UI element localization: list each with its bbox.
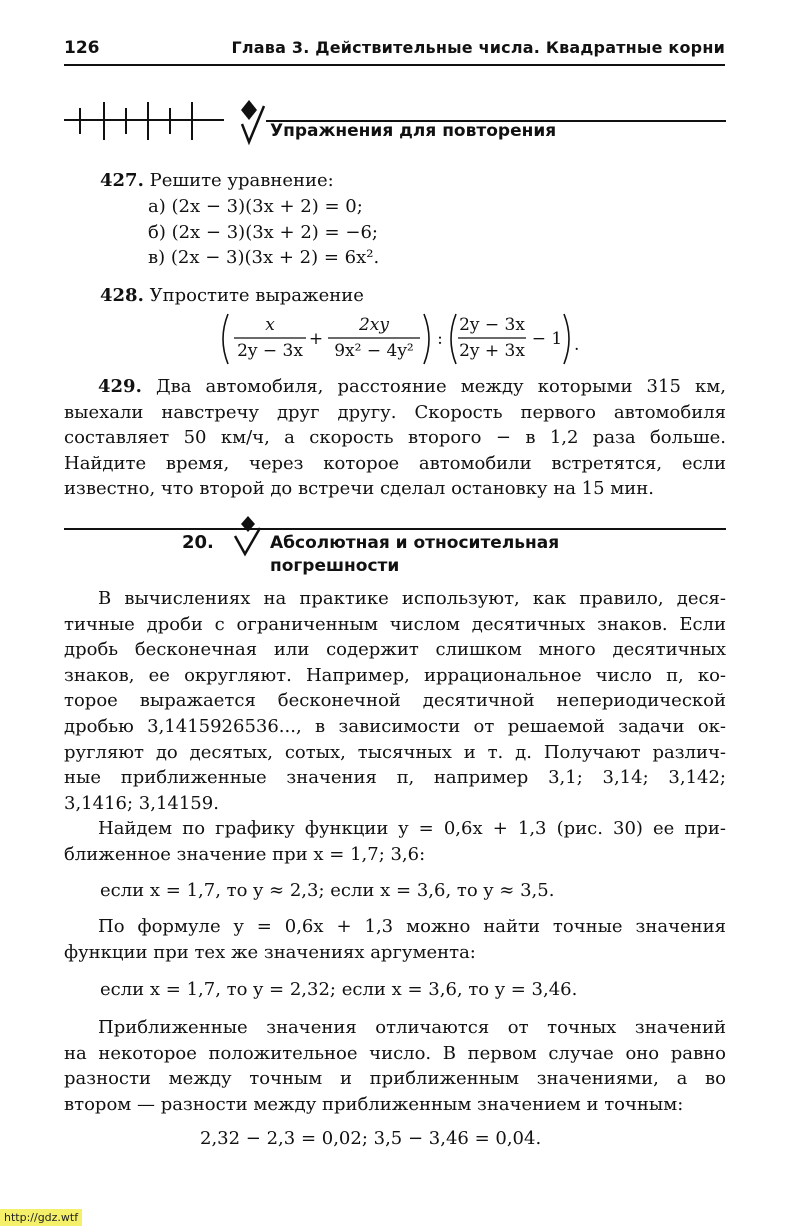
paragraph-line: знаков, ее округляют. Например, иррациональное число π, ко- [64, 664, 726, 686]
review-section-title: Упражнения для повторения [270, 121, 557, 141]
fraction-denominator: 9x² − 4y² [334, 341, 414, 361]
ruler-ticks-icon [64, 98, 234, 148]
fraction-denominator: 2y + 3x [459, 341, 525, 361]
paragraph-line: 3,1416; 3,14159. [64, 792, 219, 814]
paragraph-line: В вычислениях на практике используют, как правило, деся- [98, 588, 726, 609]
diamond-check-icon [232, 514, 264, 558]
paragraph-line: тичные дроби с ограниченным числом десятичных знаков. Если [64, 613, 726, 635]
paragraph-line: ные приближенные значения π, например 3,1; 3,14; 3,142; [64, 767, 726, 789]
exercise-number: 428. [100, 285, 144, 306]
paragraph-line: Приближенные значения отличаются от точных значений [98, 1017, 726, 1038]
formula-end: . [574, 335, 580, 355]
paragraph-line: известно, что второй до встречи сделал остановку на 15 мин. [64, 478, 655, 500]
paragraph-line: функции при тех же значениях аргумента: [64, 941, 476, 963]
paragraph-line: втором — разности между приближенным значением и точным: [64, 1093, 684, 1115]
exercise-number: 429. [98, 376, 142, 397]
fraction-numerator: 2xy [358, 315, 390, 335]
paragraph-line: разности между точным и приближенным значениями, а во [64, 1068, 726, 1090]
exercise-prompt: Упростите выражение [149, 285, 364, 306]
body-paragraph [64, 914, 726, 965]
exercise-prompt: Решите уравнение: [149, 170, 334, 191]
body-paragraph [64, 586, 726, 816]
paragraph-line: ругляют до десятых, сотых, тысячных и т. д. Получают различ- [64, 741, 726, 763]
paragraph-line: Найдем по графику функции y = 0,6x + 1,3 (рис. 30) ее при- [98, 818, 726, 839]
paragraph-line: на некоторое положительное число. В первом случае оно равно [64, 1042, 726, 1064]
division-colon: : [437, 329, 443, 349]
chapter-title: Глава 3. Действительные числа. Квадратные корни [231, 38, 725, 57]
diamond-check-icon [238, 98, 268, 146]
exercise-number: 427. [100, 170, 144, 191]
paragraph-line: Найдите время, через которое автомобили встретятся, если [64, 452, 726, 474]
exercise-427 [100, 168, 334, 194]
fraction-formula [218, 310, 588, 368]
exercise-429 [64, 374, 726, 502]
paragraph-line: дробь бесконечная или содержит слишком много десятичных [64, 639, 726, 661]
paragraph-line: дробью 3,1415926536..., в зависимости от решаемой задачи ок- [64, 715, 726, 737]
fraction-denominator: 2y − 3x [237, 341, 303, 361]
fraction-numerator: x [265, 315, 275, 335]
exercise-428 [100, 283, 364, 309]
plus-sign: + [308, 329, 324, 349]
paragraph-line: выехали навстречу друг другу. Скорость первого автомобиля [64, 401, 726, 423]
paragraph-line: 429. Два автомобиля, расстояние между которыми 315 км, [98, 376, 726, 397]
body-paragraph [64, 1015, 726, 1117]
page-number: 126 [64, 38, 100, 58]
paragraph-line: ближенное значение при x = 1,7; 3,6: [64, 843, 426, 865]
section-title: Абсолютная и относительная погрешности [270, 533, 560, 576]
paragraph-line: торое выражается бесконечной десятичной непериодической [64, 690, 726, 712]
equation-item: а) (2x − 3)(3x + 2) = 0; [148, 196, 363, 217]
equation-item: б) (2x − 3)(3x + 2) = −6; [148, 222, 378, 243]
minus-one: − 1 [531, 329, 563, 349]
equation-item: в) (2x − 3)(3x + 2) = 6x². [148, 247, 380, 268]
fraction-numerator: 2y − 3x [459, 315, 525, 335]
exact-values-line: если x = 1,7, то y = 2,32; если x = 3,6, то y = 3,46. [100, 979, 578, 1000]
section-rule [64, 528, 726, 530]
body-paragraph [64, 816, 726, 867]
difference-line: 2,32 − 2,3 = 0,02; 3,5 − 3,46 = 0,04. [200, 1128, 542, 1149]
source-link[interactable]: http://gdz.wtf [0, 1209, 82, 1226]
paragraph-line: По формуле y = 0,6x + 1,3 можно найти точные значения [98, 916, 726, 937]
paragraph-line: составляет 50 км/ч, а скорость второго − в 1,2 раза больше. [64, 427, 726, 449]
approx-values-line: если x = 1,7, то y ≈ 2,3; если x = 3,6, то y ≈ 3,5. [100, 880, 555, 901]
running-header [64, 36, 725, 66]
section-number: 20. [182, 532, 214, 553]
